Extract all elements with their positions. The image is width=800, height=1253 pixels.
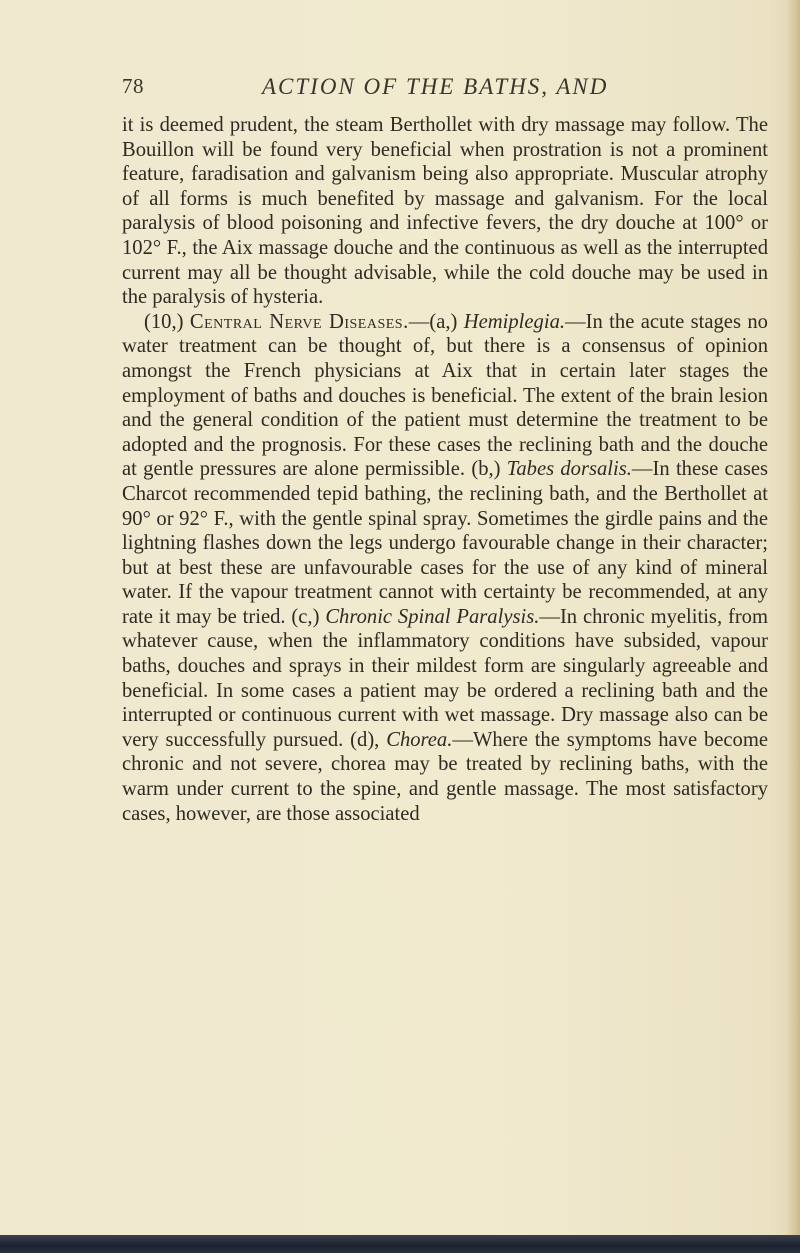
running-head: ACTION OF THE BATHS, AND xyxy=(262,74,609,99)
subsection-b-text: —In these cases Charcot recommended tepid bathing, the reclining bath, and the Berthollet at 90° or 92° F., with the gentle spinal spray. Sometimes the girdle pains and the lightning flashes down the legs undergo favourable change in their character; but at best these are unfavourable cases for the use of any kind of mineral water. If the vapour treatment cannot with certainty be recommended, at any rate it may be tried. xyxy=(122,458,768,628)
paragraph-2 xyxy=(122,310,768,826)
section-number: (10,) xyxy=(144,310,184,333)
subsection-d-text: —Where the symptoms have become chronic and not severe, chorea may be treated by reclining baths, with the warm under current to the spine, and gentle massage. The most satisfactory cases, however, are those associated xyxy=(122,728,768,825)
page-header xyxy=(0,74,800,106)
subsection-a-title: Hemiplegia. xyxy=(463,310,566,333)
page-edge-shadow xyxy=(786,0,800,1253)
section-heading: Central Nerve Diseases. xyxy=(189,310,409,333)
scan-bottom-edge xyxy=(0,1235,800,1253)
subsection-a-label: —(a,) xyxy=(408,310,458,333)
subsection-c-label: (c,) xyxy=(291,605,320,628)
paragraph-1: it is deemed prudent, the steam Berthollet with dry massage may follow. The Bouillon will be found very beneficial when prostration is not a prominent feature, faradisation and galvanism being also appropriate. Muscular atrophy of all forms is much benefited by massage and galvanism. For the local paralysis of blood poisoning and infective fevers, the dry douche at 100° or 102° F., the Aix massage douche and the continuous as well as the interrupted current may all be thought advisable, while the cold douche may be used in the paralysis of hysteria. xyxy=(122,114,768,309)
subsection-b-label: (b,) xyxy=(471,458,501,481)
page-number: 78 xyxy=(122,74,144,98)
subsection-d-label: (d), xyxy=(350,728,380,751)
subsection-d-title: Chorea. xyxy=(386,728,453,751)
subsection-a-text: —In the acute stages no water treatment can be thought of, but there is a consensus of opinion amongst the French physicians at Aix that in certain later stages the employment of baths and douches is beneficial. The extent of the brain lesion and the general condition of the patient must determine the treatment to be adopted and the prognosis. For these cases the reclining bath and the douche at gentle pressures are alone permissible. xyxy=(122,310,768,481)
subsection-b-title: Tabes dorsalis. xyxy=(506,458,632,481)
subsection-c-text: —In chronic myelitis, from whatever cause, when the inflammatory conditions have subsided, vapour baths, douches and sprays in their mildest form are singularly agreeable and beneficial. In some cases a patient may be ordered a reclining bath and the interrupted or continuous current with wet massage. Dry massage also can be very successfully pursued. xyxy=(122,605,768,751)
subsection-c-title: Chronic Spinal Paralysis. xyxy=(325,605,540,628)
body-text xyxy=(122,113,768,826)
